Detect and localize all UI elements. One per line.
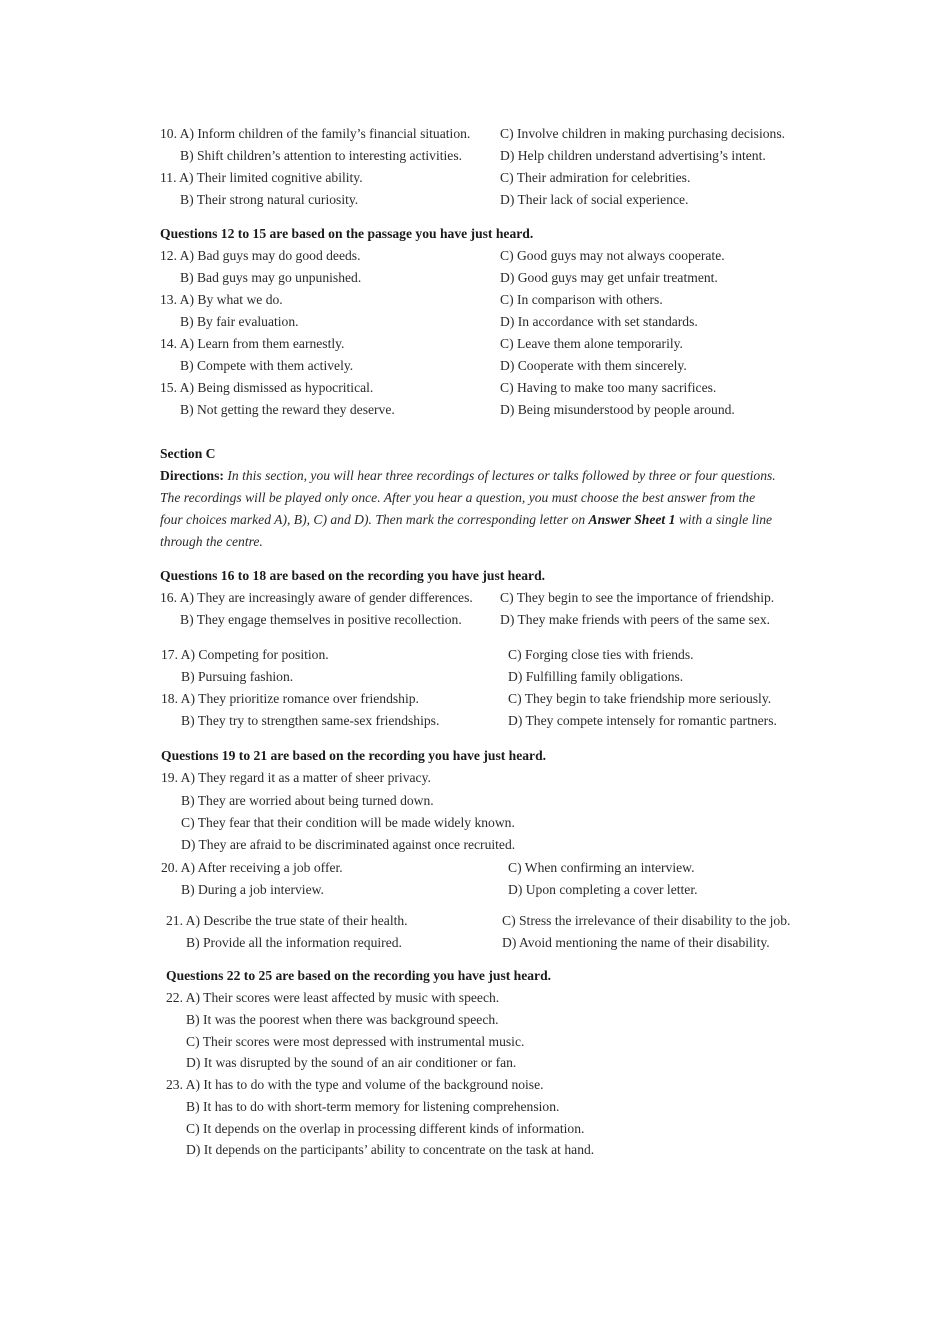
q11-option-d: D) Their lack of social experience. — [500, 192, 689, 207]
q23-option-c: C) It depends on the overlap in processing different kinds of information. — [186, 1121, 585, 1136]
q14-option-d: D) Cooperate with them sincerely. — [500, 358, 687, 373]
q18-option-b: B) They try to strengthen same-sex friendships. — [181, 713, 440, 728]
q21-option-b: B) Provide all the information required. — [186, 935, 402, 950]
q11-option-a: 11. A) Their limited cognitive ability. — [160, 170, 363, 185]
q23-option-d: D) It depends on the participants’ ability to concentrate on the task at hand. — [186, 1142, 595, 1157]
directions-text-3c: with a single line — [678, 512, 773, 527]
q15-option-d: D) Being misunderstood by people around. — [500, 402, 735, 417]
questions-16-18-header: Questions 16 to 18 are based on the recording you have just heard. — [160, 568, 546, 583]
q16-option-c: C) They begin to see the importance of friendship. — [500, 590, 775, 605]
q10-option-b: B) Shift children’s attention to interesting activities. — [180, 148, 463, 163]
answer-sheet-label: Answer Sheet 1 — [588, 512, 676, 527]
q18-option-d: D) They compete intensely for romantic partners. — [508, 713, 777, 728]
q23-option-a: 23. A) It has to do with the type and volume of the background noise. — [166, 1077, 544, 1092]
directions-line-2: The recordings will be played only once. After you hear a question, you must choose the best answer from the — [160, 490, 756, 505]
q21-option-d: D) Avoid mentioning the name of their disability. — [502, 935, 770, 950]
q17-option-d: D) Fulfilling family obligations. — [508, 669, 684, 684]
q21-option-c: C) Stress the irrelevance of their disability to the job. — [502, 913, 791, 928]
questions-22-25-header: Questions 22 to 25 are based on the recording you have just heard. — [166, 968, 552, 983]
q17-option-b: B) Pursuing fashion. — [181, 669, 294, 684]
q13-option-a: 13. A) By what we do. — [160, 292, 283, 307]
directions-label: Directions: — [160, 468, 224, 483]
q18-option-a: 18. A) They prioritize romance over friendship. — [161, 691, 419, 706]
q11-option-b: B) Their strong natural curiosity. — [180, 192, 359, 207]
q12-option-c: C) Good guys may not always cooperate. — [500, 248, 725, 263]
questions-12-15-header: Questions 12 to 15 are based on the passage you have just heard. — [160, 226, 534, 241]
q13-option-d: D) In accordance with set standards. — [500, 314, 698, 329]
q15-option-a: 15. A) Being dismissed as hypocritical. — [160, 380, 374, 395]
q20-option-c: C) When confirming an interview. — [508, 860, 695, 875]
q12-option-a: 12. A) Bad guys may do good deeds. — [160, 248, 361, 263]
q21-option-a: 21. A) Describe the true state of their health. — [166, 913, 408, 928]
q19-option-d: D) They are afraid to be discriminated against once recruited. — [181, 837, 516, 852]
q15-option-c: C) Having to make too many sacrifices. — [500, 380, 717, 395]
q17-option-a: 17. A) Competing for position. — [161, 647, 329, 662]
q10-option-d: D) Help children understand advertising’s intent. — [500, 148, 766, 163]
q10-option-c: C) Involve children in making purchasing decisions. — [500, 126, 786, 141]
q14-option-c: C) Leave them alone temporarily. — [500, 336, 683, 351]
q22-option-d: D) It was disrupted by the sound of an air conditioner or fan. — [186, 1055, 517, 1070]
q13-option-b: B) By fair evaluation. — [180, 314, 299, 329]
q15-option-b: B) Not getting the reward they deserve. — [180, 402, 395, 417]
q22-option-c: C) Their scores were most depressed with instrumental music. — [186, 1034, 525, 1049]
section-c-title: Section C — [160, 446, 216, 461]
q12-option-d: D) Good guys may get unfair treatment. — [500, 270, 718, 285]
directions-line-4: through the centre. — [160, 534, 263, 549]
directions-line-3 — [160, 511, 772, 529]
q17-option-c: C) Forging close ties with friends. — [508, 647, 694, 662]
q18-option-c: C) They begin to take friendship more seriously. — [508, 691, 772, 706]
q11-option-c: C) Their admiration for celebrities. — [500, 170, 691, 185]
q20-option-d: D) Upon completing a cover letter. — [508, 882, 698, 897]
q19-option-c: C) They fear that their condition will be made widely known. — [181, 815, 515, 830]
q20-option-a: 20. A) After receiving a job offer. — [161, 860, 343, 875]
q16-option-a: 16. A) They are increasingly aware of gender differences. — [160, 590, 473, 605]
q22-option-a: 22. A) Their scores were least affected by music with speech. — [166, 990, 500, 1005]
q20-option-b: B) During a job interview. — [181, 882, 324, 897]
directions-text-3a: four choices marked A), B), C) and D). Then mark the corresponding letter on — [160, 512, 586, 527]
q10-option-a: 10. A) Inform children of the family’s financial situation. — [160, 126, 471, 141]
q22-option-b: B) It was the poorest when there was background speech. — [186, 1012, 499, 1027]
q13-option-c: C) In comparison with others. — [500, 292, 663, 307]
q12-option-b: B) Bad guys may go unpunished. — [180, 270, 362, 285]
questions-19-21-header: Questions 19 to 21 are based on the recording you have just heard. — [161, 748, 547, 763]
directions-line-1 — [160, 467, 776, 485]
q23-option-b: B) It has to do with short-term memory for listening comprehension. — [186, 1099, 560, 1114]
q19-option-a: 19. A) They regard it as a matter of sheer privacy. — [161, 770, 431, 785]
q16-option-b: B) They engage themselves in positive recollection. — [180, 612, 462, 627]
directions-text-1: In this section, you will hear three recordings of lectures or talks followed by three or four questions. — [227, 468, 776, 483]
q14-option-b: B) Compete with them actively. — [180, 358, 354, 373]
q19-option-b: B) They are worried about being turned down. — [181, 793, 434, 808]
q14-option-a: 14. A) Learn from them earnestly. — [160, 336, 345, 351]
q16-option-d: D) They make friends with peers of the same sex. — [500, 612, 771, 627]
